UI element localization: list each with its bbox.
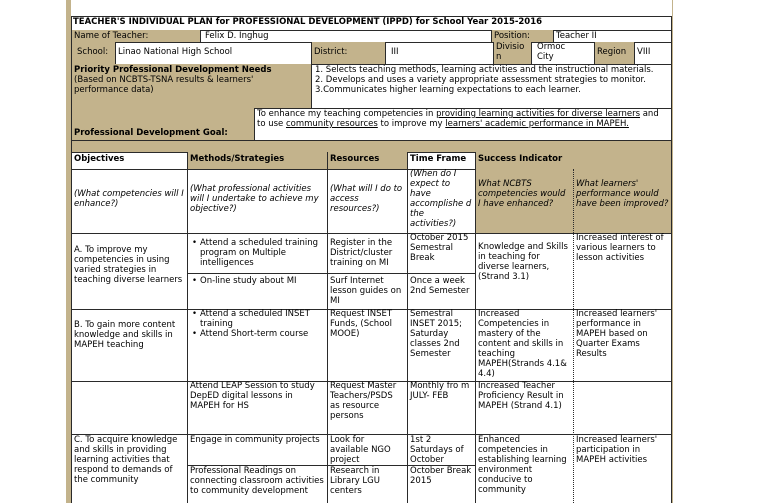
learners-b: Increased learners' performance in MAPEH based on Quarter Exams Results xyxy=(576,309,658,360)
needs-subtitle: (Based on NCBTS-TSNA results & learners' performance data) xyxy=(74,75,254,96)
division-label: Divisio n xyxy=(493,42,531,64)
method-item: • Attend a scheduled INSET training xyxy=(190,309,324,329)
rule xyxy=(187,273,475,274)
ippd-sheet xyxy=(71,0,672,503)
needs-item: 3.Communicates higher learning expectations to each learner. xyxy=(315,85,581,96)
rule xyxy=(200,30,201,42)
time-b: Semestral INSET 2015; Saturday classes 2nd Semester xyxy=(410,309,463,360)
objective-c: C. To acquire knowledge and skills in providing learning activities that respond to demands of the community xyxy=(74,435,178,486)
rule xyxy=(385,42,386,64)
goal-text xyxy=(254,108,672,140)
resource-c2: Research in Library LGU centers xyxy=(330,466,380,497)
rule xyxy=(594,42,595,64)
method-a1 xyxy=(187,233,327,273)
goal-text-part: To enhance my teaching competencies in xyxy=(257,109,437,119)
resource-b2: Request Master Teachers/PSDS as resource persons xyxy=(330,381,397,422)
rule xyxy=(71,16,672,17)
goal-label-text: Professional Development Goal: xyxy=(74,128,228,138)
time-c2: October Break 2015 xyxy=(410,466,472,487)
time-a1: October 2015 Semestral Break xyxy=(410,233,469,264)
ncbts-c: Enhanced competencies in establishing learning environment conducive to community xyxy=(478,435,567,496)
subheader-methods: (What professional activities will I undertake to achieve my objective?) xyxy=(190,184,319,215)
resource-a2: Surf Internet lesson guides on MI xyxy=(330,276,402,307)
resource-a1: Register in the District/cluster training on MI xyxy=(330,238,393,269)
method-c2: Professional Readings on connecting classroom activities to community development xyxy=(190,466,324,497)
subheader-learners: What learners' performance would have been improved? xyxy=(573,169,672,233)
position-label: Position: xyxy=(491,30,553,42)
rule xyxy=(254,108,255,140)
district-label: District: xyxy=(311,42,385,64)
col-header-timeframe: Time Frame xyxy=(410,154,467,164)
position-value: Teacher II xyxy=(556,31,597,41)
school-label: School: xyxy=(71,42,115,64)
resource-b: Request INSET Funds, (School MOOE) xyxy=(330,309,393,340)
col-header-success: Success Indicator xyxy=(475,152,672,169)
col-header-methods: Methods/Strategies xyxy=(187,152,327,169)
goal-text-underlined: learners' academic performance in MAPEH. xyxy=(445,119,629,130)
district-value: III xyxy=(391,47,399,57)
ncbts-b: Increased Competencies in mastery of the content and skills in teaching MAPEH(Strands 4.1& 4.4) xyxy=(478,309,567,380)
needs-title: Priority Professional Development Needs xyxy=(74,65,272,75)
methods-b xyxy=(187,309,327,381)
goal-text-underlined: community resources xyxy=(285,119,378,130)
rule xyxy=(71,16,72,503)
method-a2 xyxy=(187,273,327,309)
needs-item: 2. Develops and uses a variety appropriate assessment strategies to monitor. xyxy=(315,75,646,86)
subheader-objectives: (What competencies will I enhance?) xyxy=(74,189,184,210)
method-item: • On-line study about MI xyxy=(190,276,324,286)
goal-text-part: to improve my xyxy=(377,119,446,130)
left-margin xyxy=(0,0,66,503)
rule xyxy=(634,42,635,64)
resource-c1: Look for available NGO project xyxy=(330,435,391,465)
name-label: Name of Teacher: xyxy=(71,30,200,42)
spacer-band xyxy=(71,141,672,152)
goal-label xyxy=(71,108,254,140)
division-value: Ormoc City xyxy=(537,42,566,63)
region-label: Region xyxy=(594,42,634,64)
rule xyxy=(553,30,554,42)
method-item: • Attend a scheduled training program on Multiple intelligences xyxy=(190,238,324,268)
time-a2: Once a week 2nd Semester xyxy=(410,276,470,297)
needs-list xyxy=(311,64,672,108)
time-c1: 1st 2 Saturdays of October xyxy=(410,435,464,465)
col-header-resources: Resources xyxy=(327,152,407,169)
needs-item: 1. Selects teaching methods, learning activities and the instructional materials. xyxy=(315,65,654,75)
rule xyxy=(187,465,475,466)
method-item: • Attend Short-term course xyxy=(190,329,324,339)
objective-a: A. To improve my competencies in using varied strategies in teaching diverse learners xyxy=(74,245,183,286)
name-value: Felix D. Inghug xyxy=(205,31,269,41)
ncbts-a: Knowledge and Skills in teaching for diverse learners, (Strand 3.1) xyxy=(478,242,568,283)
rule xyxy=(671,16,672,503)
document-title: TEACHER'S INDIVIDUAL PLAN for PROFESSIONAL DEVELOPMENT (IPPD) for School Year 2015-2016 xyxy=(73,17,543,27)
rule xyxy=(311,42,312,64)
method-c1: Engage in community projects xyxy=(190,435,320,445)
learners-c: Increased learners' participation in MAPEH activities xyxy=(576,435,658,466)
rule xyxy=(115,42,116,64)
region-value: VIII xyxy=(637,47,651,57)
needs-label-cell xyxy=(71,64,311,108)
right-margin xyxy=(673,0,768,503)
time-b2: Monthly fro m JULY- FEB xyxy=(410,381,470,402)
rule xyxy=(311,64,312,108)
rule xyxy=(491,30,492,42)
goal-text-underlined: providing learning activities for diverse learners xyxy=(436,109,641,119)
rule xyxy=(493,42,494,64)
subheader-ncbts: What NCBTS competencies would I have enhanced? xyxy=(475,169,573,233)
method-b2: Attend LEAP Session to study DepED digital lessons in MAPEH for HS xyxy=(190,381,315,412)
rule xyxy=(531,42,532,64)
ncbts-b2: Increased Teacher Proficiency Result in MAPEH (Strand 4.1) xyxy=(478,381,564,412)
objective-b2 xyxy=(71,381,187,434)
subheader-resources: (What will I do to access resources?) xyxy=(330,184,403,215)
col-header-objectives: Objectives xyxy=(74,154,125,164)
school-value: Linao National High School xyxy=(118,47,233,57)
objective-b: B. To gain more content knowledge and skills in MAPEH teaching xyxy=(74,320,176,351)
subheader-timeframe: (When do I expect to have accomplishe d the activities?) xyxy=(410,169,472,230)
goal-text-part: and to use xyxy=(257,109,659,130)
learners-a: Increased interest of various learners to lesson activities xyxy=(576,233,664,264)
